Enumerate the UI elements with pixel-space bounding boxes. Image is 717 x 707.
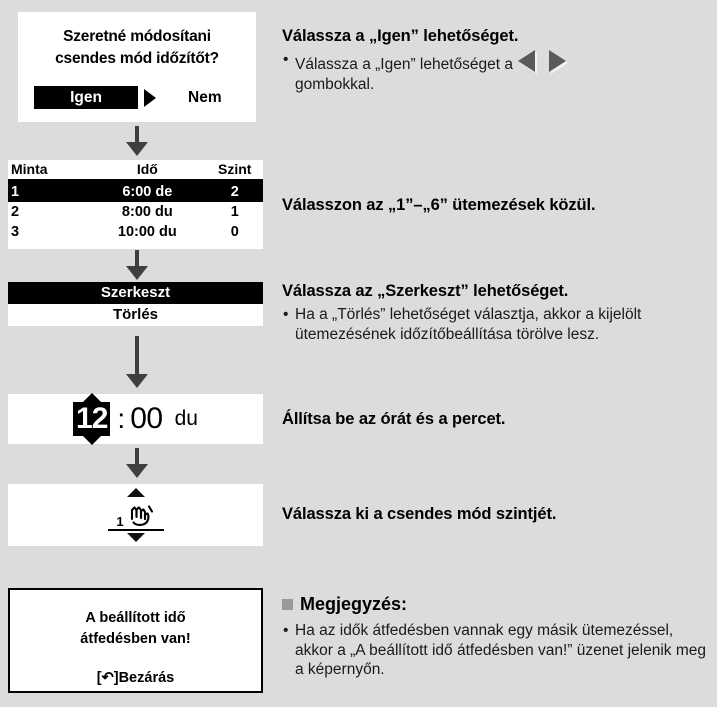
overlap-warning-line2: átfedésben van!: [80, 631, 191, 647]
menu-item-edit[interactable]: Szerkeszt: [8, 282, 263, 304]
flow-arrow-2: [125, 250, 149, 280]
overlap-warning-message: [10, 590, 261, 650]
triangle-left-button-icon[interactable]: [518, 50, 535, 72]
square-bullet-icon: [282, 599, 293, 610]
step-1-bullet: [282, 50, 710, 94]
minute-value[interactable]: 00: [130, 402, 163, 435]
column-header-level: Szint: [206, 160, 263, 181]
overlap-warning-line1: A beállított idő: [85, 610, 186, 626]
note-heading: [282, 594, 710, 615]
close-button[interactable]: [↶]Bezárás: [96, 670, 175, 686]
cell-time: 6:00 de: [88, 181, 206, 203]
quiet-level-panel[interactable]: [8, 484, 263, 546]
table-header-row: [8, 160, 263, 181]
hour-value: 12: [73, 402, 110, 436]
step-2-heading: Válasszon az „1”–„6” ütemezések közül.: [282, 196, 596, 214]
confirm-dialog-message: [18, 12, 256, 70]
column-header-time: Idő: [88, 160, 206, 181]
time-separator: :: [117, 403, 126, 434]
time-setting-panel[interactable]: [8, 394, 263, 444]
caret-right-icon[interactable]: [144, 89, 156, 107]
triangle-right-button-icon[interactable]: [549, 50, 566, 72]
level-number: 1: [116, 514, 124, 529]
confirm-dialog-buttons: [18, 86, 256, 109]
step-3-heading: Válassza az „Szerkeszt” lehetőséget.: [282, 282, 569, 300]
no-button[interactable]: Nem: [188, 88, 222, 106]
flow-arrow-3: [125, 336, 149, 388]
step-4-block: [282, 409, 710, 430]
note-block: [282, 594, 710, 680]
triangle-down-icon[interactable]: [127, 533, 145, 542]
hour-stepper[interactable]: [73, 402, 110, 436]
confirm-dialog-message-line1: Szeretné módosítani: [63, 28, 211, 45]
meridiem-value[interactable]: du: [174, 407, 198, 430]
cell-pattern: 1: [8, 181, 88, 203]
cell-level: 0: [230, 224, 239, 240]
triangle-up-icon[interactable]: [127, 488, 145, 497]
step-5-heading: Válassza ki a csendes mód szintjét.: [282, 505, 557, 523]
column-header-pattern: Minta: [8, 160, 88, 181]
triangle-up-icon[interactable]: [83, 393, 101, 402]
cell-level: 2: [206, 181, 263, 203]
cell-time: 8:00 du: [121, 204, 173, 220]
step-1-block: [282, 26, 710, 94]
cell-pattern: 2: [11, 204, 20, 220]
quiet-mode-hand-icon: [105, 499, 167, 529]
flow-arrow-1: [125, 126, 149, 156]
note-bullet: • Ha az idők átfedésben vannak egy másik ütemezéssel, akkor a „A beállított idő átfedésben van!” üzenet jelenik meg a képernyőn.: [282, 621, 710, 680]
step-4-heading: Állítsa be az órát és a percet.: [282, 410, 506, 428]
level-underline: [108, 529, 164, 531]
menu-item-delete[interactable]: Törlés: [112, 306, 158, 323]
step-2-block: [282, 195, 710, 216]
step-1-heading: Válassza a „Igen” lehetőséget.: [282, 27, 519, 45]
yes-button[interactable]: Igen: [34, 86, 138, 109]
triangle-down-icon[interactable]: [83, 436, 101, 445]
step-5-block: [282, 504, 710, 525]
level-stepper[interactable]: [105, 488, 167, 542]
schedule-table[interactable]: [8, 160, 263, 249]
table-row[interactable]: [8, 202, 263, 222]
step-3-bullet: • Ha a „Törlés” lehetőséget választja, akkor a kijelölt ütemezésének időzítőbeállítása törölve lesz.: [282, 305, 710, 344]
step-1-bullet-text-pre: Válassza a „Igen” lehetőséget a: [295, 56, 513, 73]
confirm-dialog-message-line2: csendes mód időzítőt?: [55, 50, 219, 67]
flow-arrow-4: [125, 448, 149, 478]
edit-delete-menu[interactable]: [8, 282, 263, 326]
step-1-bullet-text-post: gombokkal.: [295, 75, 375, 93]
cell-level: 1: [230, 204, 239, 220]
overlap-warning-dialog: [8, 588, 263, 693]
step-3-block: [282, 281, 710, 344]
cell-pattern: 3: [11, 224, 20, 240]
table-row[interactable]: [8, 181, 263, 203]
note-heading-text: Megjegyzés:: [300, 594, 408, 614]
table-row[interactable]: [8, 222, 263, 242]
cell-time: 10:00 du: [117, 224, 177, 240]
confirm-dialog: [18, 12, 256, 122]
